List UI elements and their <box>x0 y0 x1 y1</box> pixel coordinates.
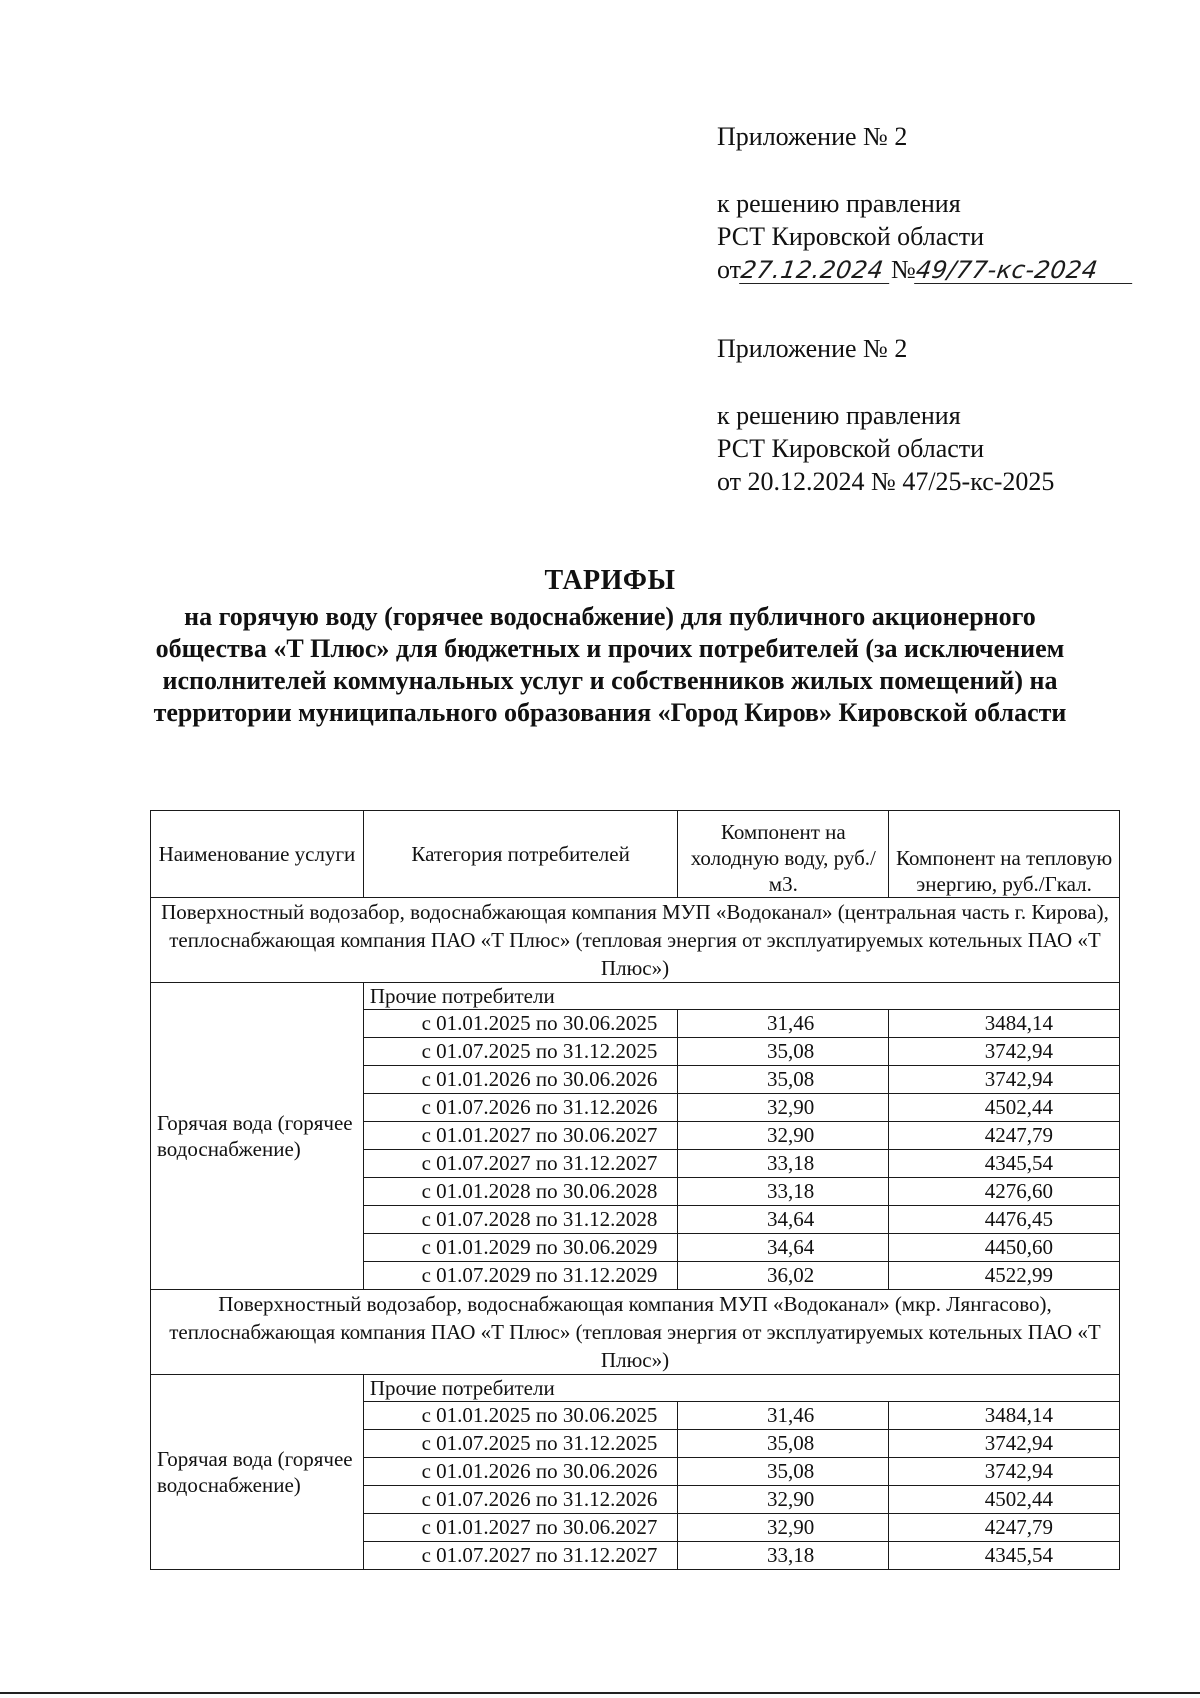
period-cell: с 01.07.2026 по 31.12.2026 <box>363 1486 678 1514</box>
period-cell: с 01.07.2029 по 31.12.2029 <box>363 1262 678 1290</box>
cold-water-cell: 36,02 <box>678 1262 889 1290</box>
tariff-heading <box>150 565 1070 729</box>
appendix-old <box>717 332 1054 498</box>
cold-water-cell: 35,08 <box>678 1458 889 1486</box>
tariffs-table <box>150 810 1120 1570</box>
section-caption: Поверхностный водозабор, водоснабжающая компания МУП «Водоканал» (мкр. Лянгасово), теплоснабжающая компания ПАО «Т Плюс» (тепловая энергия от эксплуатируемых котельных ПАО «Т Плюс») <box>151 1290 1120 1375</box>
cold-water-cell: 34,64 <box>678 1234 889 1262</box>
period-cell: с 01.07.2025 по 31.12.2025 <box>363 1430 678 1458</box>
heat-cell: 3742,94 <box>889 1458 1120 1486</box>
page-bottom-rule <box>0 1692 1200 1694</box>
period-cell: с 01.01.2027 по 30.06.2027 <box>363 1514 678 1542</box>
cold-water-cell: 33,18 <box>678 1178 889 1206</box>
handwritten-date: 27.12.2024 <box>739 257 893 284</box>
page-subtitle: на горячую воду (горячее водоснабжение) для публичного акционерного общества «Т Плюс» для бюджетных и прочих потребителей (за исключением исполнителей коммунальных услуг и собственников жилых помещений) на территории муниципального образования «Город Киров» Кировской области <box>153 602 1067 727</box>
cold-water-cell: 32,90 <box>678 1094 889 1122</box>
heat-cell: 4450,60 <box>889 1234 1120 1262</box>
appendix-new-line1: к решению правления <box>717 189 961 218</box>
heat-cell: 3484,14 <box>889 1010 1120 1038</box>
cold-water-cell: 35,08 <box>678 1430 889 1458</box>
cold-water-cell: 32,90 <box>678 1514 889 1542</box>
cold-water-cell: 35,08 <box>678 1066 889 1094</box>
heat-cell: 4502,44 <box>889 1094 1120 1122</box>
period-cell: с 01.07.2025 по 31.12.2025 <box>363 1038 678 1066</box>
cold-water-cell: 31,46 <box>678 1402 889 1430</box>
heat-cell: 3742,94 <box>889 1066 1120 1094</box>
heat-cell: 3742,94 <box>889 1430 1120 1458</box>
handwritten-number: 49/77-кс-2024 <box>914 257 1136 284</box>
section-caption: Поверхностный водозабор, водоснабжающая компания МУП «Водоканал» (центральная часть г. Кирова), теплоснабжающая компания ПАО «Т Плюс» (тепловая энергия от эксплуатируемых котельных ПАО «Т Плюс») <box>151 898 1120 983</box>
table-header-row <box>151 811 1120 898</box>
heat-cell: 3742,94 <box>889 1038 1120 1066</box>
heat-cell: 4345,54 <box>889 1542 1120 1570</box>
period-cell: с 01.01.2025 по 30.06.2025 <box>363 1010 678 1038</box>
period-cell: с 01.01.2026 по 30.06.2026 <box>363 1458 678 1486</box>
section-caption-row <box>151 1290 1120 1375</box>
heat-cell: 4522,99 <box>889 1262 1120 1290</box>
appendix-new-decision-ref <box>717 253 1134 286</box>
header-cold-water: Компонент на холодную воду, руб./м3. <box>678 811 889 898</box>
heat-cell: 4276,60 <box>889 1178 1120 1206</box>
appendix-old-line3: от 20.12.2024 № 47/25-кс-2025 <box>717 467 1055 496</box>
header-category: Категория потребителей <box>363 811 678 898</box>
section-caption-row <box>151 898 1120 983</box>
appendix-old-title: Приложение № 2 <box>717 334 908 363</box>
cold-water-cell: 35,08 <box>678 1038 889 1066</box>
period-cell: с 01.07.2027 по 31.12.2027 <box>363 1150 678 1178</box>
heat-cell: 4476,45 <box>889 1206 1120 1234</box>
category-row <box>151 1375 1120 1402</box>
period-cell: с 01.01.2027 по 30.06.2027 <box>363 1122 678 1150</box>
header-heat: Компонент на тепловую энергию, руб./Гкал. <box>889 811 1120 898</box>
heat-cell: 4247,79 <box>889 1514 1120 1542</box>
cold-water-cell: 32,90 <box>678 1486 889 1514</box>
period-cell: с 01.01.2026 по 30.06.2026 <box>363 1066 678 1094</box>
cold-water-cell: 32,90 <box>678 1122 889 1150</box>
heat-cell: 3484,14 <box>889 1402 1120 1430</box>
appendix-new <box>717 120 1134 286</box>
period-cell: с 01.07.2028 по 31.12.2028 <box>363 1206 678 1234</box>
category-row <box>151 983 1120 1010</box>
number-sign: № <box>891 255 916 284</box>
from-prefix: от <box>717 255 742 284</box>
cold-water-cell: 34,64 <box>678 1206 889 1234</box>
page-title: ТАРИФЫ <box>544 565 676 596</box>
header-service: Наименование услуги <box>151 811 364 898</box>
service-cell: Горячая вода (горячее водоснабжение) <box>151 1375 364 1570</box>
cold-water-cell: 33,18 <box>678 1542 889 1570</box>
category-cell: Прочие потребители <box>363 983 1119 1010</box>
appendix-old-line1: к решению правления <box>717 401 961 430</box>
cold-water-cell: 31,46 <box>678 1010 889 1038</box>
appendix-new-line2: РСТ Кировской области <box>717 222 985 251</box>
period-cell: с 01.01.2025 по 30.06.2025 <box>363 1402 678 1430</box>
period-cell: с 01.01.2028 по 30.06.2028 <box>363 1178 678 1206</box>
cold-water-cell: 33,18 <box>678 1150 889 1178</box>
category-cell: Прочие потребители <box>363 1375 1119 1402</box>
period-cell: с 01.07.2027 по 31.12.2027 <box>363 1542 678 1570</box>
period-cell: с 01.01.2029 по 30.06.2029 <box>363 1234 678 1262</box>
service-cell: Горячая вода (горячее водоснабжение) <box>151 983 364 1290</box>
appendix-new-title: Приложение № 2 <box>717 122 908 151</box>
period-cell: с 01.07.2026 по 31.12.2026 <box>363 1094 678 1122</box>
heat-cell: 4502,44 <box>889 1486 1120 1514</box>
heat-cell: 4345,54 <box>889 1150 1120 1178</box>
heat-cell: 4247,79 <box>889 1122 1120 1150</box>
appendix-old-line2: РСТ Кировской области <box>717 434 985 463</box>
